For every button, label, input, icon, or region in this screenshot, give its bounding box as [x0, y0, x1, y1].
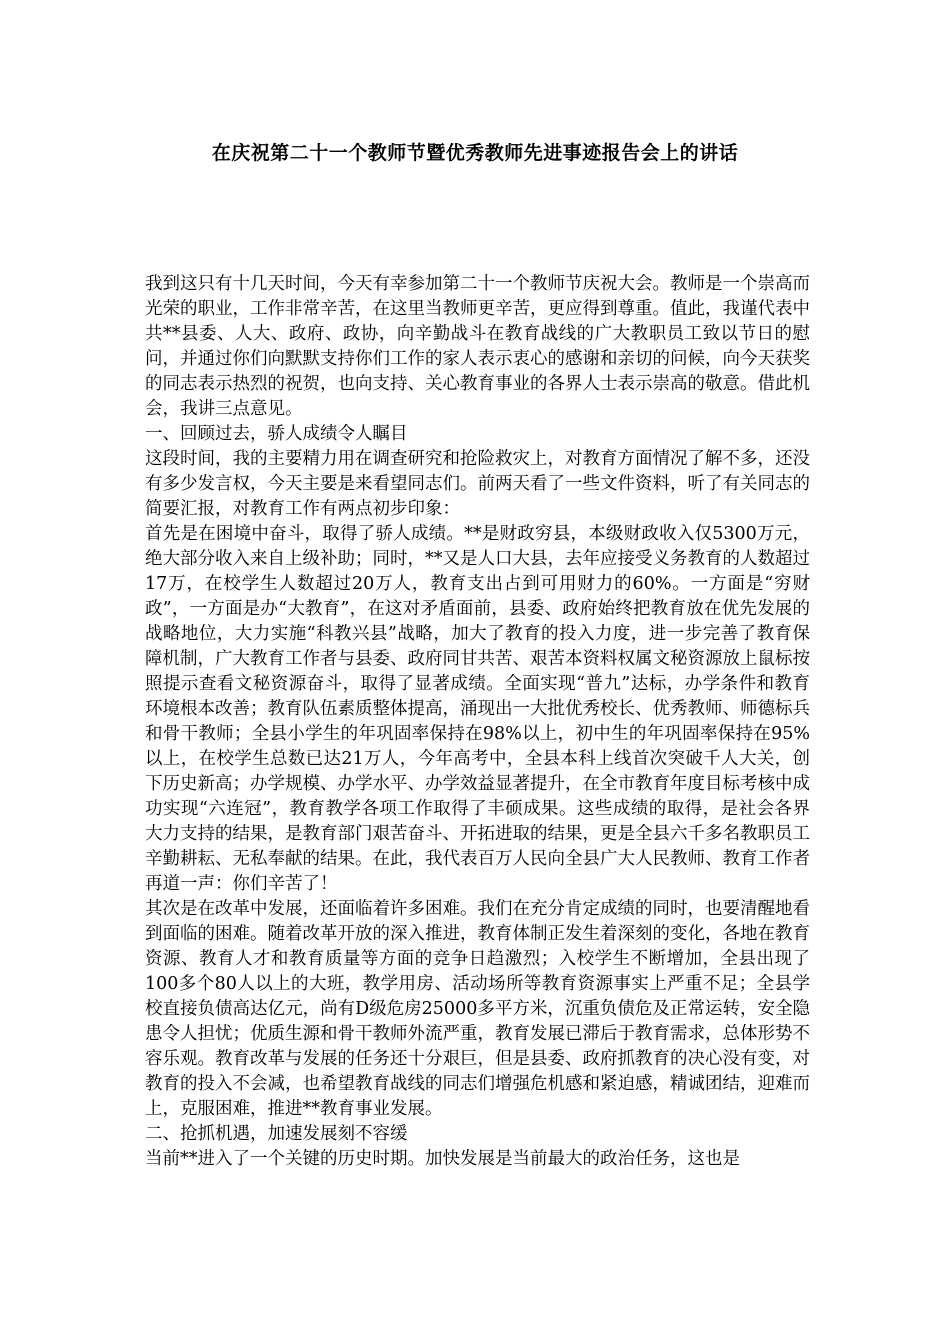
section-heading-2: 二、抢抓机遇，加速发展刻不容缓: [145, 1124, 408, 1144]
paragraph-difficulties: 其次是在改革中发展，还面临着许多困难。我们在充分肯定成绩的同时，也要清醒地看到面临的困难。随着改革开放的深入推进，教育体制正发生着深刻的变化，各地在教育资源、教育人才和教育质量等方面的竞争日趋激烈；入校学生不断增加，全县出现了100多个80人以上的大班，教学用房、活动场所等教育资源事实上严重不足；全县学校直接负债高达亿元，尚有D级危房25000多平方米，沉重负债危及正常运转，安全隐患令人担忧；优质生源和骨干教师外流严重，教育发展已滞后于教育需求，总体形势不容乐观。教育改革与发展的任务还十分艰巨，但是县委、政府抓教育的决心没有变，对教育的投入不会减，也希望教育战线的同志们增强危机感和紧迫感，精诚团结，迎难而上，克服困难，推进**教育事业发展。: [145, 899, 810, 1119]
document-title: 在庆祝第二十一个教师节暨优秀教师先进事迹报告会上的讲话: [211, 142, 739, 164]
paragraph-opportunities: 当前**进入了一个关键的历史时期。加快发展是当前最大的政治任务，这也是: [145, 1149, 740, 1169]
paragraph-impressions-intro: 这段时间，我的主要精力用在调查研究和抢险救灾上，对教育方面情况了解不多，还没有多少发言权，今天主要是来看望同志们。前两天看了一些文件资料，听了有关同志的简要汇报，对教育工作有两点初步印象：: [145, 449, 810, 519]
section-heading-1: 一、回顾过去，骄人成绩令人瞩目: [145, 424, 408, 444]
paragraph-achievements: 首先是在困境中奋斗，取得了骄人成绩。**是财政穷县，本级财政收入仅5300万元，绝大部分收入来自上级补助；同时，**又是人口大县，去年应接受义务教育的人数超过17万，在校学生人数超过20万人，教育支出占到可用财力的60%。一方面是“穷财政”，一方面是办“大教育”，在这对矛盾面前，县委、政府始终把教育放在优先发展的战略地位，大力实施“科教兴县”战略，加大了教育的投入力度，进一步完善了教育保障机制，广大教育工作者与县委、政府同甘共苦、艰苦本资料权属文秘资源放上鼠标按照提示查看文秘资源奋斗，取得了显著成绩。全面实现“普九”达标，办学条件和教育环境根本改善；教育队伍素质整体提高，涌现出一大批优秀校长、优秀教师、师德标兵和骨干教师；全县小学生的年巩固率保持在98%以上，初中生的年巩固率保持在95%以上，在校学生总数已达21万人，今年高考中，全县本科上线首次突破千人大关，创下历史新高；办学规模、办学水平、办学效益显著提升，在全市教育年度目标考核中成功实现“六连冠”，教育教学各项工作取得了丰硕成果。这些成绩的取得，是社会各界大力支持的结果，是教育部门艰苦奋斗、开拓进取的结果，更是全县六千多名教职员工辛勤耕耘、无私奉献的结果。在此，我代表百万人民向全县广大人民教师、教育工作者再道一声：你们辛苦了！: [145, 524, 810, 894]
paragraph-opening: 我到这只有十几天时间，今天有幸参加第二十一个教师节庆祝大会。教师是一个崇高而光荣的职业，工作非常辛苦，在这里当教师更辛苦，更应得到尊重。值此，我谨代表中共**县委、人大、政府、政协，向辛勤战斗在教育战线的广大教职员工致以节日的慰问，并通过你们向默默支持你们工作的家人表示衷心的感谢和亲切的问候，向今天获奖的同志表示热烈的祝贺，也向支持、关心教育事业的各界人士表示崇高的敬意。借此机会，我讲三点意见。: [145, 274, 810, 419]
document-body: [145, 272, 810, 1172]
